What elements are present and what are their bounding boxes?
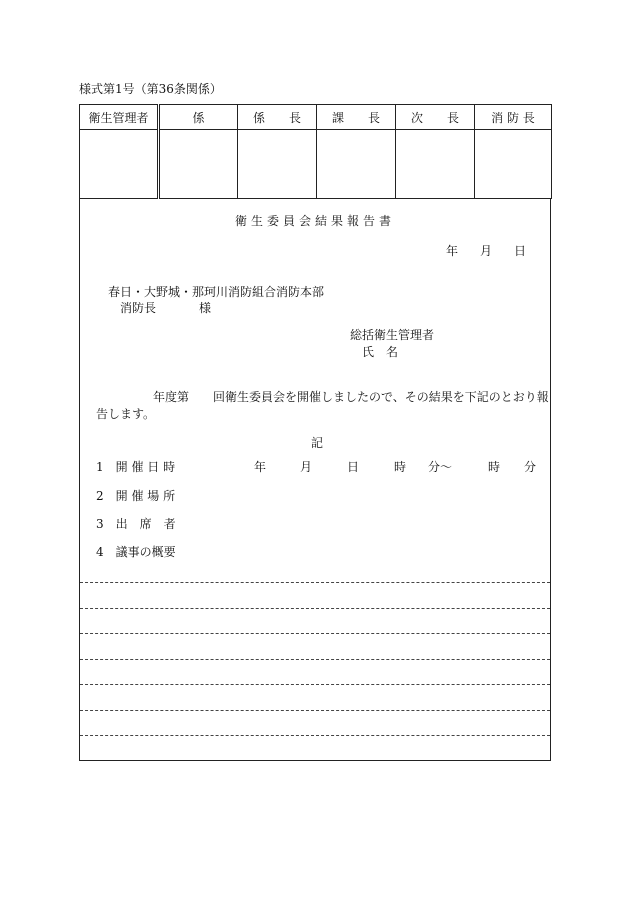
recipient-title: 消防長: [120, 301, 157, 315]
item-attendees-label: 3 出 席 者: [96, 517, 176, 531]
writing-line[interactable]: [80, 608, 550, 609]
stamp-cell-hygiene-manager[interactable]: [80, 130, 159, 199]
item-date-day: 日: [347, 460, 360, 474]
writing-line[interactable]: [80, 684, 550, 685]
item-date-year: 年: [254, 460, 267, 474]
ki-label: 記: [311, 436, 324, 450]
recipient-organization: 春日・大野城・那珂川消防組合消防本部: [108, 285, 325, 299]
item-date-hour: 時: [394, 460, 407, 474]
header-division-chief: 課 長: [317, 105, 396, 130]
header-fire-chief: 消 防 長: [475, 105, 552, 130]
header-section-chief: 係 長: [238, 105, 317, 130]
stamp-cell-fire-chief[interactable]: [475, 130, 552, 199]
writing-line[interactable]: [80, 659, 550, 660]
item-location-label: 2 開 催 場 所: [96, 489, 176, 503]
recipient-honorific: 様: [199, 301, 212, 315]
approval-stamp-table: [79, 104, 552, 199]
item-date-minute-from: 分〜: [428, 460, 453, 474]
writing-line[interactable]: [80, 633, 550, 634]
report-body: [79, 198, 551, 761]
stamp-cell-deputy-chief[interactable]: [396, 130, 475, 199]
stamp-cell-staff[interactable]: [159, 130, 238, 199]
report-body-text-line2: 告します。: [96, 407, 156, 421]
header-staff: 係: [159, 105, 238, 130]
report-body-text-line1: 年度第 回衛生委員会を開催しましたので、その結果を下記のとおり報: [153, 390, 549, 404]
header-hygiene-manager: 衛生管理者: [80, 105, 159, 130]
date-day: 日: [514, 244, 527, 258]
reporter-title: 総括衛生管理者: [350, 328, 435, 342]
date-month: 月: [480, 244, 493, 258]
writing-line[interactable]: [80, 710, 550, 711]
item-date-month: 月: [300, 460, 313, 474]
stamp-cell-division-chief[interactable]: [317, 130, 396, 199]
writing-line[interactable]: [80, 735, 550, 736]
item-agenda-label: 4 議事の概要: [96, 545, 176, 559]
date-year: 年: [446, 244, 459, 258]
item-date-hour-to: 時: [488, 460, 501, 474]
writing-line[interactable]: [80, 582, 550, 583]
header-deputy-chief: 次 長: [396, 105, 475, 130]
item-date-minute-to: 分: [524, 460, 537, 474]
report-title: 衛生委員会結果報告書: [234, 214, 395, 228]
reporter-name-label: 氏 名: [362, 345, 399, 359]
stamp-cell-section-chief[interactable]: [238, 130, 317, 199]
form-number-label: 様式第1号（第36条関係）: [79, 82, 222, 96]
item-date-label: 1 開 催 日 時: [96, 460, 176, 474]
